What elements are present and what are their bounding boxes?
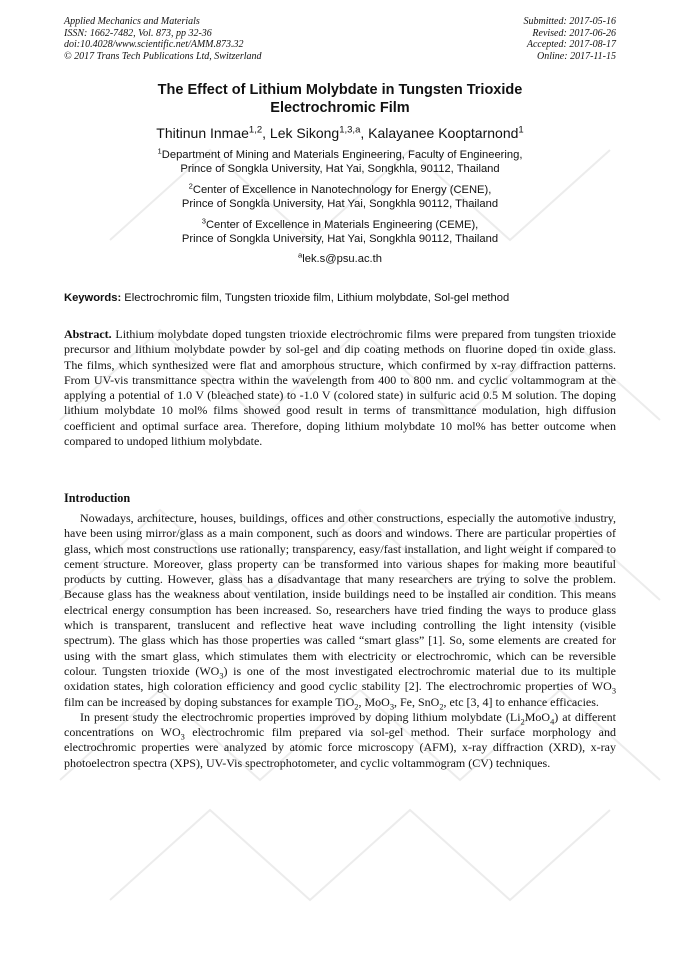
- title-line-2: Electrochromic Film: [270, 100, 410, 116]
- section-heading-introduction: Introduction: [64, 491, 131, 505]
- abstract-label: Abstract.: [64, 327, 112, 341]
- affiliation-line: Prince of Songkla University, Hat Yai, Songkhla 90112, Thailand: [181, 233, 499, 246]
- author-name: Thitinun Inmae: [156, 125, 249, 141]
- email-address[interactable]: lek.s@psu.ac.th: [302, 253, 382, 266]
- affiliation-1: [64, 148, 616, 177]
- email-mark: a: [298, 250, 303, 260]
- keywords-text: Electrochromic film, Tungsten trioxide film, Lithium molybdate, Sol-gel method: [121, 292, 510, 304]
- introduction-body: [64, 511, 616, 771]
- keywords: [64, 291, 616, 305]
- affiliation-line: Prince of Songkla University, Hat Yai, Songkhla 90112, Thailand: [181, 198, 499, 211]
- affiliations: [64, 148, 616, 273]
- affiliation-line: Center of Excellence in Materials Engineering (CEME),: [205, 218, 479, 231]
- affiliation-2: [64, 183, 616, 212]
- abstract: [64, 327, 616, 449]
- affiliation-number: 1: [157, 146, 162, 156]
- author-affiliation-mark: 1,2: [248, 124, 263, 136]
- affiliation-number: 3: [201, 215, 206, 225]
- date-accepted: Accepted: 2017-08-17: [526, 39, 616, 51]
- paragraph: In present study the electrochromic properties improved by doping lithium molybdate $(Li_2MoO_4)$ at different concentrations on $WO_3$ electrochromic film prepared via sol-gel method. Their surface morphology and electrochromic properties were analyzed by atomic force microscopy (AFM), x-ray diffraction (XRD), x-ray photoelectron spectra (XPS), UV-Vis spectrophotometer, and cyclic voltammogram (CV) techniques.: [64, 709, 617, 770]
- affiliation-line: Prince of Songkla University, Hat Yai, Songkhla, 90112, Thailand: [180, 163, 500, 176]
- date-online: Online: 2017-11-15: [537, 50, 616, 62]
- affiliation-line: Department of Mining and Materials Engineering, Faculty of Engineering,: [161, 149, 523, 161]
- affiliation-line: Center of Excellence in Nanotechnology for Energy (CENE),: [192, 183, 492, 196]
- author-separator: ,: [360, 125, 369, 141]
- corresponding-email: [64, 252, 616, 266]
- author-separator: ,: [262, 125, 270, 141]
- abstract-text: Lithium molybdate doped tungsten trioxide electrochromic films were prepared from tungsten trioxide precursor and lithium molybdate powder by sol-gel and dip coating methods on fluorine doped tin oxide glass. The films, which synthesized were flat and amorphous structure, which confirmed by x-ray diffraction patterns. From UV-vis transmittance spectra within the wavelength from 400 to 800 nm. and cyclic voltammogram at the applying a potential of 1.0 V (bleached state) to -1.0 V (colored state) in sulfuric acid 0.5 M solution. The doping lithium molybdate 10 mol% films showed good result in terms of transmittance modulation, high diffusion coefficient and optimal surface area. Therefore, doping lithium molybdate 10 mol% has better outcome when compared to undoped lithium molybdate.: [64, 327, 616, 449]
- copyright: © 2017 Trans Tech Publications Ltd, Switzerland: [64, 50, 262, 62]
- journal-name: Applied Mechanics and Materials: [64, 16, 200, 27]
- author-name: Lek Sikong: [269, 125, 340, 141]
- affiliation-3: [64, 215, 616, 247]
- date-revised: Revised: 2017-06-26: [532, 27, 616, 39]
- paragraph: Nowadays, architecture, houses, buildings, offices and other constructions, especially the automotive industry, have been using mirror/glass as a main component, such as doors and windows. There are particular properties of glass, which most constructions use rationally; transparency, easy/fast installation, and light weight if compared to cement structure. Moreover, glass property can be transformed into various shapes for making more beautiful products by cutting. However, glass has a disadvantage that many researchers are trying to solve the problem. Because glass has the weakness about ventilation, inside buildings need to be installed air condition. This means electrical energy consumption has been increased. So, researchers have tried finding the ways to produce glass which is transparent, translucent and reflective heat wave including controlling the light intensity (visible spectrum). The glass which has those properties was called “smart glass” [1]. So, some elements are created for using with the smart glass, which stimulates them with electricity or electrochromic, which can be reversible colour. Tungsten trioxide $(WO_3)$ is one of the most investigated electrochromic material due to its multiple oxidation states, high coloration efficiency and good cyclic stability [2]. The electrochromic properties of $WO_3$ film can be increased by doping substances for example TiO$_2$, MoO$_3$, Fe, SnO$_2$, etc [3, 4] to enhance efficacies.: [64, 511, 616, 711]
- title-line-1: The Effect of Lithium Molybdate in Tungsten Trioxide: [157, 82, 523, 98]
- keywords-label: Keywords:: [64, 292, 122, 304]
- doi: doi:10.4028/www.scientific.net/AMM.873.32: [64, 39, 244, 51]
- publication-dates: [524, 16, 617, 62]
- affiliation-number: 2: [188, 181, 193, 191]
- author-list: [64, 124, 616, 142]
- issn-volume: ISSN: 1662-7482, Vol. 873, pp 32-36: [64, 27, 212, 39]
- author-name: Kalayanee Kooptarnond: [368, 125, 519, 141]
- author-affiliation-mark: 1: [518, 124, 524, 136]
- date-submitted: Submitted: 2017-05-16: [523, 16, 616, 27]
- author-affiliation-mark: 1,3,a: [339, 124, 361, 136]
- paper-title: [64, 81, 616, 117]
- publication-info: [64, 16, 262, 62]
